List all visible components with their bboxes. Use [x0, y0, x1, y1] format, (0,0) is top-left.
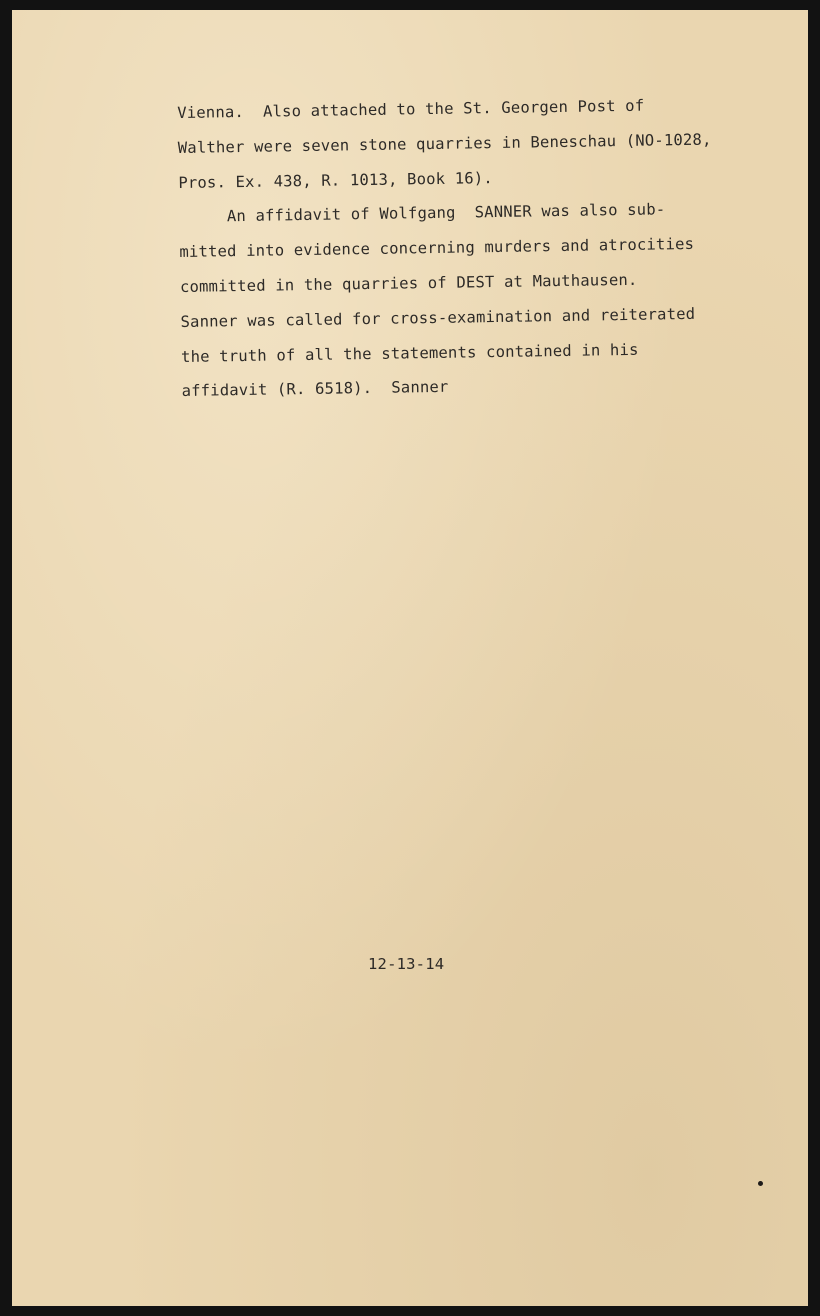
typed-text-block — [177, 87, 782, 410]
text-line: Sanner was called for cross-examination and reiterated — [180, 304, 696, 331]
text-line: the truth of all the statements contained in his — [180, 340, 639, 366]
page-number: 12-13-14 — [368, 955, 445, 973]
paragraph-start-line: An affidavit of Wolfgang SANNER was also sub- — [226, 200, 666, 226]
text-line: Walther were seven stone quarries in Beneschau (NO-1028, — [177, 130, 712, 157]
text-line: affidavit (R. 6518). Sanner — [181, 378, 449, 401]
ink-speck — [758, 1181, 763, 1186]
text-line: mitted into evidence concerning murders and atrocities — [179, 235, 695, 262]
document-page — [12, 10, 808, 1306]
text-line: committed in the quarries of DEST at Mauthausen. — [179, 270, 638, 296]
text-line: Vienna. Also attached to the St. Georgen Post of — [177, 96, 645, 122]
text-line: Pros. Ex. 438, R. 1013, Book 16). — [178, 168, 494, 192]
